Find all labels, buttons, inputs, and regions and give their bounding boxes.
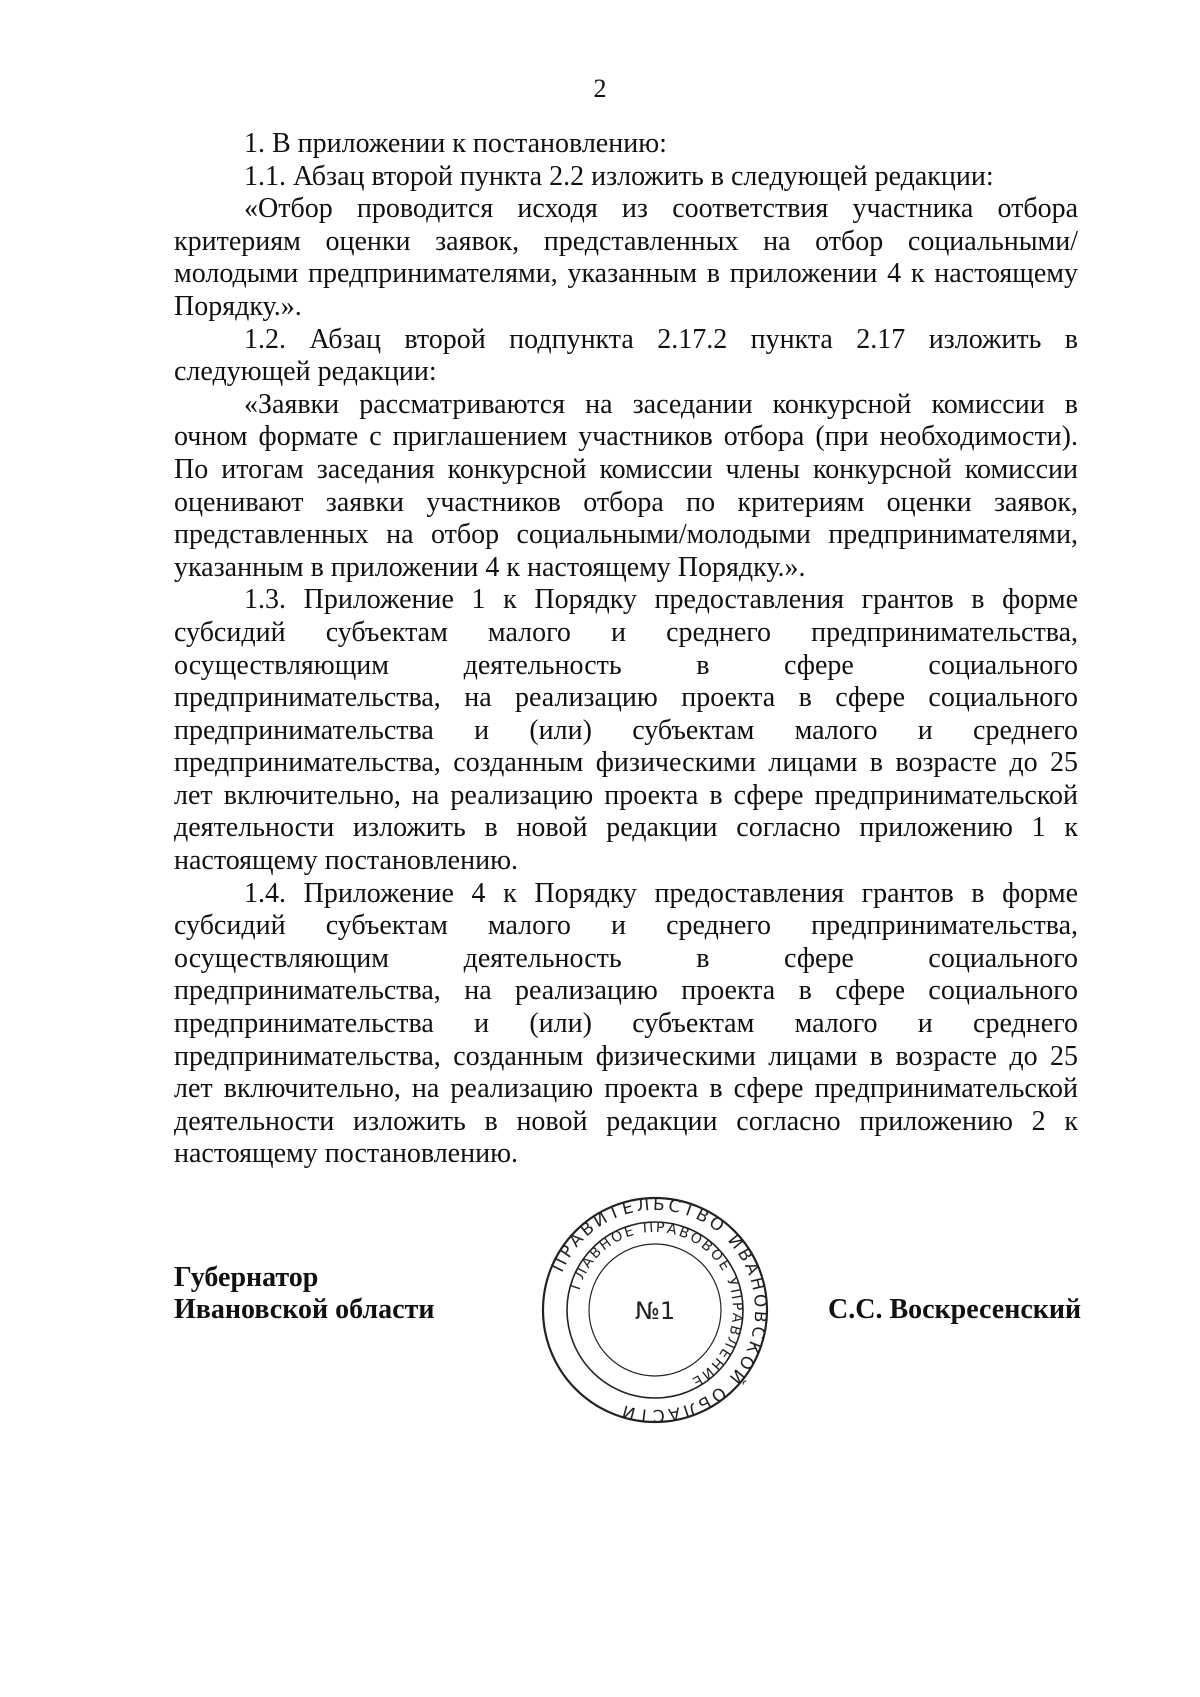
paragraph-1-1-quote: «Отбор проводится исходя из соответствия участника отбора критериям оценки заявок, представленных на отбор социальными/молодыми предпринимателями, указанным в приложении 4 к настоящему Порядку.». [174,193,1078,322]
signatory-title-line1: Губернатор [174,1262,319,1293]
seal-core-circle [589,1244,721,1376]
paragraph-1-4: 1.4. Приложение 4 к Порядку предоставления грантов в форме субсидий субъектам малого и среднего предпринимательства, осуществляющим деятельность в сфере социального предпринимательства, на реализацию проекта в сфере социального предпринимательства и (или) субъектам малого и среднего предпринимательства, созданным физическими лицами в возрасте до 25 лет включительно, на реализацию проекта в сфере предпринимательской деятельности изложить в новой редакции согласно приложению 2 к настоящему постановлению. [174,877,1078,1170]
seal-outer-circle [543,1198,767,1422]
seal-outer-text: ПРАВИТЕЛЬСТВО ИВАНОВСКОЙ ОБЛАСТИ [548,1195,770,1425]
svg-text:ПРАВИТЕЛЬСТВО ИВАНОВСКОЙ ОБЛАС [548,1195,770,1425]
seal-inner-text: ГЛАВНОЕ ПРАВОВОЕ УПРАВЛЕНИЕ [567,1219,746,1391]
paragraph-1: 1. В приложении к постановлению: [244,128,667,159]
signatory-title [174,1262,434,1326]
signatory-title-line2: Ивановской области [174,1294,435,1325]
document-body [174,128,1078,1171]
svg-text:ГЛАВНОЕ ПРАВОВОЕ УПРАВЛЕНИЕ [568,1220,745,1391]
signatory-name: С.С. Воскресенский [828,1294,1082,1325]
paragraph-1-1: 1.1. Абзац второй пункта 2.2 изложить в следующей редакции: [244,160,994,192]
paragraph-1-2-quote: «Заявки рассматриваются на заседании конкурсной комиссии в очном формате с приглашением участников отбора (при необходимости). По итогам заседания конкурсной комиссии члены конкурсной комиссии оценивают заявки участников отбора по критериям оценки заявок, представленных на отбор социальными/молодыми предпринимателями, указанным в приложении 4 к настоящему Порядку.». [174,388,1078,583]
seal-inner-circle [567,1219,746,1398]
seal-number: №1 [634,1297,676,1325]
page-number: 2 [593,74,607,103]
official-seal-stamp [540,1195,770,1425]
paragraph-1-3: 1.3. Приложение 1 к Порядку предоставления грантов в форме субсидий субъектам малого и среднего предпринимательства, осуществляющим деятельность в сфере социального предпринимательства, на реализацию проекта в сфере социального предпринимательства и (или) субъектам малого и среднего предпринимательства, созданным физическими лицами в возрасте до 25 лет включительно, на реализацию проекта в сфере предпринимательской деятельности изложить в новой редакции согласно приложению 1 к настоящему постановлению. [174,584,1078,877]
paragraph-1-2: 1.2. Абзац второй подпункта 2.17.2 пункта 2.17 изложить в следующей редакции: [174,323,1078,388]
